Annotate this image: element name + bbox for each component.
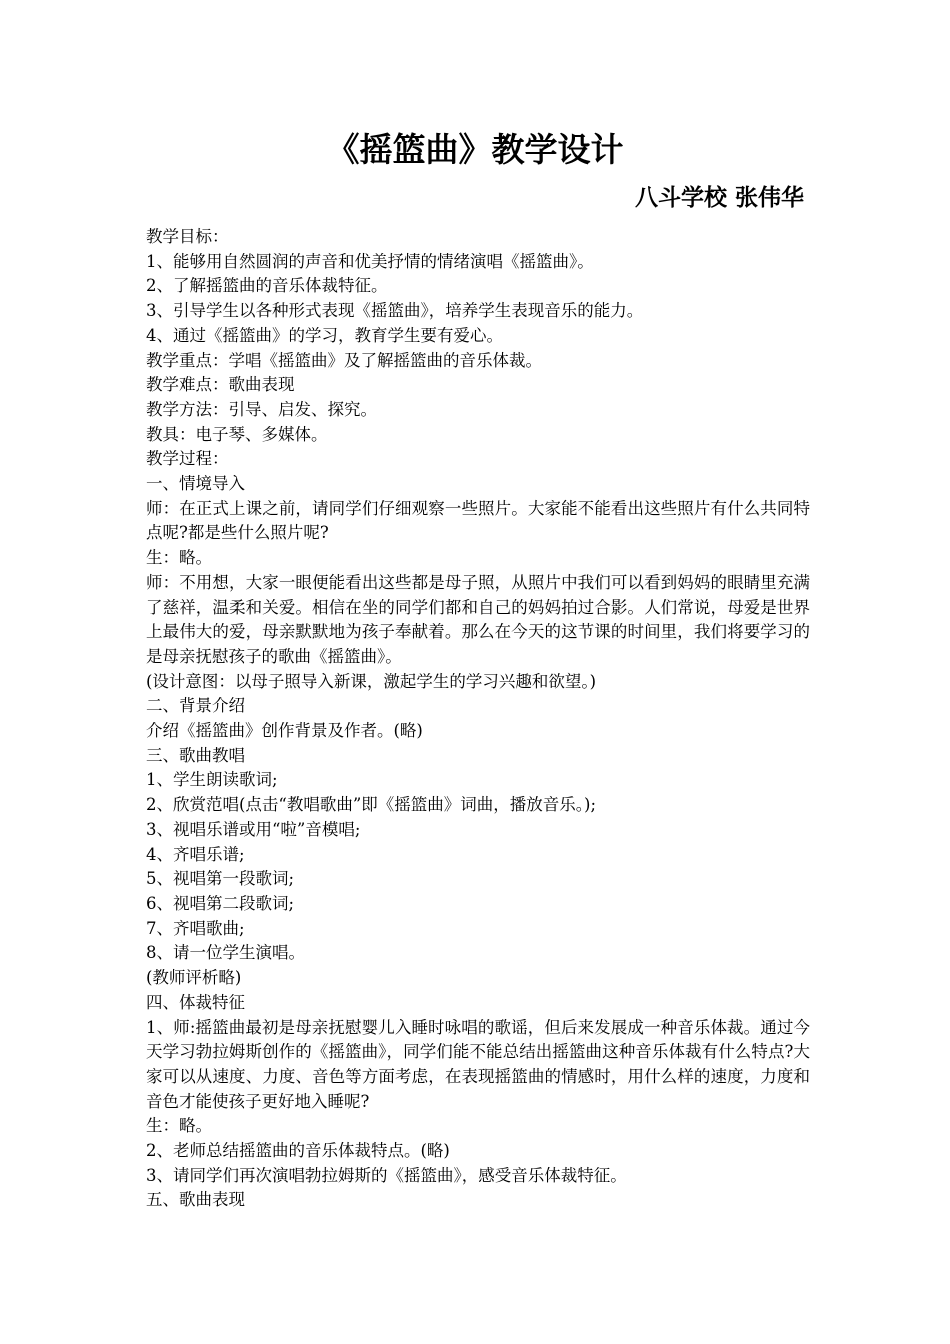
paragraph: 1、学生朗读歌词; bbox=[146, 770, 278, 790]
paragraph: 1、能够用自然圆润的声音和优美抒情的情绪演唱《摇篮曲》。 bbox=[146, 251, 594, 271]
document-body bbox=[146, 225, 810, 1213]
paragraph: 2、了解摇篮曲的音乐体裁特征。 bbox=[146, 276, 388, 296]
paragraph: 3、引导学生以各种形式表现《摇篮曲》，培养学生表现音乐的能力。 bbox=[146, 301, 644, 321]
paragraph: 四、体裁特征 bbox=[146, 992, 245, 1012]
paragraph: 教具：电子琴、多媒体。 bbox=[146, 424, 328, 444]
author-line: 八斗学校 张伟华 bbox=[634, 185, 804, 211]
paragraph: 教学方法：引导、启发、探究。 bbox=[146, 399, 377, 419]
paragraph: 三、歌曲教唱 bbox=[146, 745, 245, 765]
paragraph: 教学重点：学唱《摇篮曲》及了解摇篮曲的音乐体裁。 bbox=[146, 350, 542, 370]
paragraph: 4、通过《摇篮曲》的学习，教育学生要有爱心。 bbox=[146, 325, 503, 345]
paragraph: 5、视唱第一段歌词; bbox=[146, 869, 295, 889]
paragraph: 3、请同学们再次演唱勃拉姆斯的《摇篮曲》，感受音乐体裁特征。 bbox=[146, 1165, 627, 1185]
paragraph: 7、齐唱歌曲; bbox=[146, 918, 245, 938]
paragraph: (教师评析略) bbox=[146, 968, 242, 988]
paragraph: 1、师:摇篮曲最初是母亲抚慰婴儿入睡时咏唱的歌谣，但后来发展成一种音乐体裁。通过今天学习勃拉姆斯创作的《摇篮曲》，同学们能不能总结出摇篮曲这种音乐体裁有什么特点?大家可以从速度、力度、音色等方面考虑，在表现摇篮曲的情感时，用什么样的速度，力度和音色才能使孩子更好地入睡呢? bbox=[146, 1017, 810, 1111]
paragraph: 生：略。 bbox=[146, 548, 212, 568]
paragraph: (设计意图：以母子照导入新课，激起学生的学习兴趣和欲望。) bbox=[146, 671, 597, 691]
paragraph: 教学难点：歌曲表现 bbox=[146, 375, 295, 395]
paragraph: 五、歌曲表现 bbox=[146, 1190, 245, 1210]
paragraph: 教学目标： bbox=[146, 227, 229, 246]
paragraph: 二、背景介绍 bbox=[146, 696, 245, 716]
paragraph: 4、齐唱乐谱; bbox=[146, 844, 245, 864]
paragraph: 生：略。 bbox=[146, 1116, 212, 1136]
paragraph: 3、视唱乐谱或用“啦”音模唱; bbox=[146, 819, 361, 839]
paragraph: 8、请一位学生演唱。 bbox=[146, 943, 305, 963]
paragraph: 师：在正式上课之前，请同学们仔细观察一些照片。大家能不能看出这些照片有什么共同特点呢?都是些什么照片呢? bbox=[146, 498, 810, 543]
paragraph: 6、视唱第二段歌词; bbox=[146, 893, 295, 913]
paragraph: 2、欣赏范唱(点击“教唱歌曲”即《摇篮曲》词曲，播放音乐。); bbox=[146, 795, 597, 815]
paragraph: 介绍《摇篮曲》创作背景及作者。(略) bbox=[146, 721, 423, 741]
paragraph: 教学过程： bbox=[146, 449, 229, 469]
document-title: 《摇篮曲》教学设计 bbox=[326, 130, 624, 169]
paragraph: 2、老师总结摇篮曲的音乐体裁特点。(略) bbox=[146, 1141, 450, 1161]
paragraph: 师：不用想，大家一眼便能看出这些都是母子照，从照片中我们可以看到妈妈的眼睛里充满了慈祥，温柔和关爱。相信在坐的同学们都和自己的妈妈拍过合影。人们常说，母爱是世界上最伟大的爱，母亲默默地为孩子奉献着。那么在今天的这节课的时间里，我们将要学习的是母亲抚慰孩子的歌曲《摇篮曲》。 bbox=[146, 572, 810, 666]
paragraph: 一、情境导入 bbox=[146, 474, 245, 494]
